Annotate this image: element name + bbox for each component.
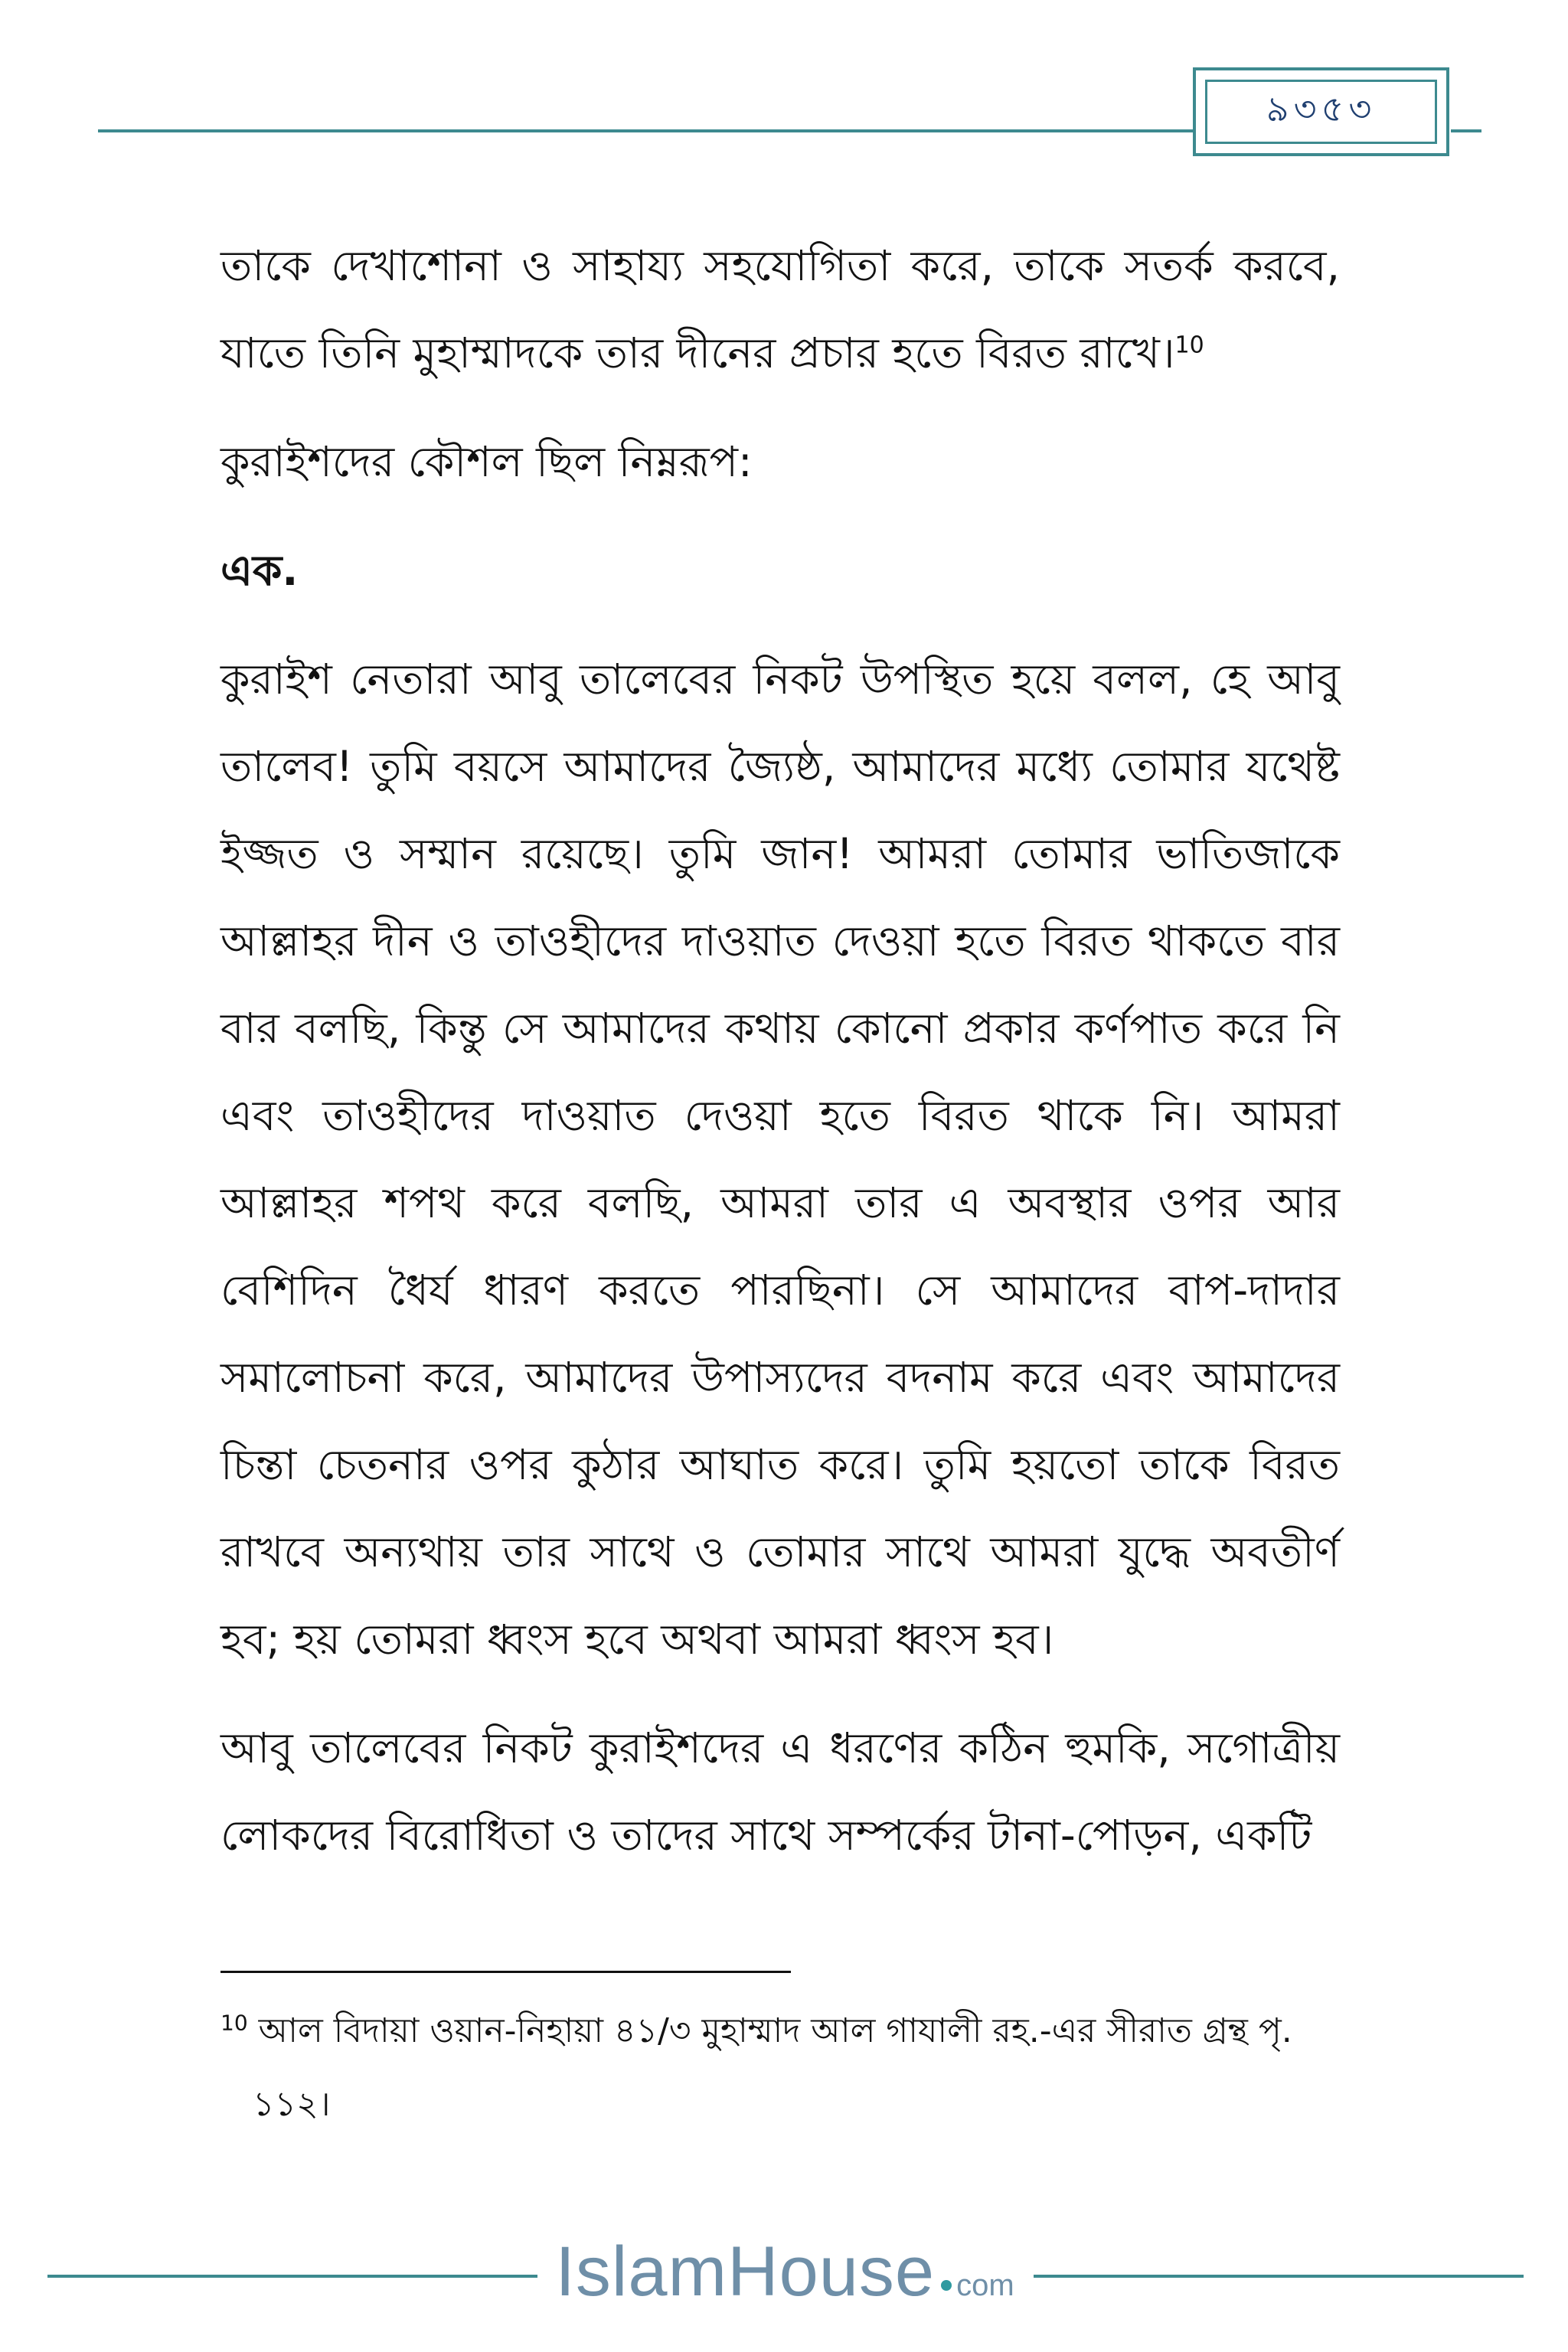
page-body (220, 222, 1340, 1900)
page-number: ৯৩৫৩ (1205, 80, 1437, 144)
logo-suffix: com (956, 2269, 1014, 2302)
footnote-reference: 10 (1174, 332, 1204, 359)
paragraph-1-text: তাকে দেখাশোনা ও সাহায্য সহযোগিতা করে, তাকে সতর্ক করবে, যাতে তিনি মুহাম্মাদকে তার দীনের প্রচার হতে বিরত রাখে। (220, 241, 1340, 377)
paragraph-4: আবু তালেবের নিকট কুরাইশদের এ ধরণের কঠিন হুমকি, সগোত্রীয় লোকদের বিরোধিতা ও তাদের সাথে সম্পর্কের টানা-পোড়ন, একটি (220, 1723, 1340, 1860)
paragraph-2: কুরাইশদের কৌশল ছিল নিম্নরূপ: (220, 437, 753, 486)
header-rule-tail (1451, 129, 1481, 132)
footer-line-left (47, 2275, 537, 2278)
paragraph-1 (220, 222, 1340, 397)
logo-text: IslamHouse (555, 2233, 936, 2311)
footnote-continuation: ১১২। (253, 2085, 331, 2124)
header-rule (98, 129, 1193, 132)
footnote-text: আল বিদায়া ওয়ান-নিহায়া ৪১/৩ মুহাম্মাদ আল গাযালী রহ.-এর সীরাত গ্রন্থ পৃ. (258, 2011, 1292, 2050)
footnote-number: 10 (220, 2010, 248, 2036)
paragraph-3: কুরাইশ নেতারা আবু তালেবের নিকট উপস্থিত হয়ে বলল, হে আবু তালেব! তুমি বয়সে আমাদের জ্যৈষ্ঠ, আমাদের মধ্যে তোমার যথেষ্ট ইজ্জত ও সম্মান রয়েছে। তুমি জান! আমরা তোমার ভাতিজাকে আল্লাহর দীন ও তাওহীদের দাওয়াত দেওয়া হতে বিরত থাকতে বার বার বলছি, কিন্তু সে আমাদের কথায় কোনো প্রকার কর্ণপাত করে নি এবং তাওহীদের দাওয়াত দেওয়া হতে বিরত থাকে নি। আমরা আল্লাহর শপথ করে বলছি, আমরা তার এ অবস্থার ওপর আর বেশিদিন ধৈর্য ধারণ করতে পারছিনা। সে আমাদের বাপ-দাদার সমালোচনা করে, আমাদের উপাস্যদের বদনাম করে এবং আমাদের চিন্তা চেতনার ওপর কুঠার আঘাত করে। তুমি হয়তো তাকে বিরত রাখবে অন্যথায় তার সাথে ও তোমার সাথে আমরা যুদ্ধে অবতীর্ণ হব; হয় তোমরা ধ্বংস হবে অথবা আমরা ধ্বংস হব। (220, 655, 1340, 1664)
footer-line-right (1034, 2275, 1524, 2278)
islamhouse-logo (547, 2232, 1022, 2316)
footnote-separator (220, 1971, 791, 1973)
logo-dot-icon (941, 2280, 952, 2291)
page-number-badge (1193, 67, 1449, 156)
footnote (220, 1994, 1340, 2141)
section-heading: এক. (220, 546, 299, 595)
